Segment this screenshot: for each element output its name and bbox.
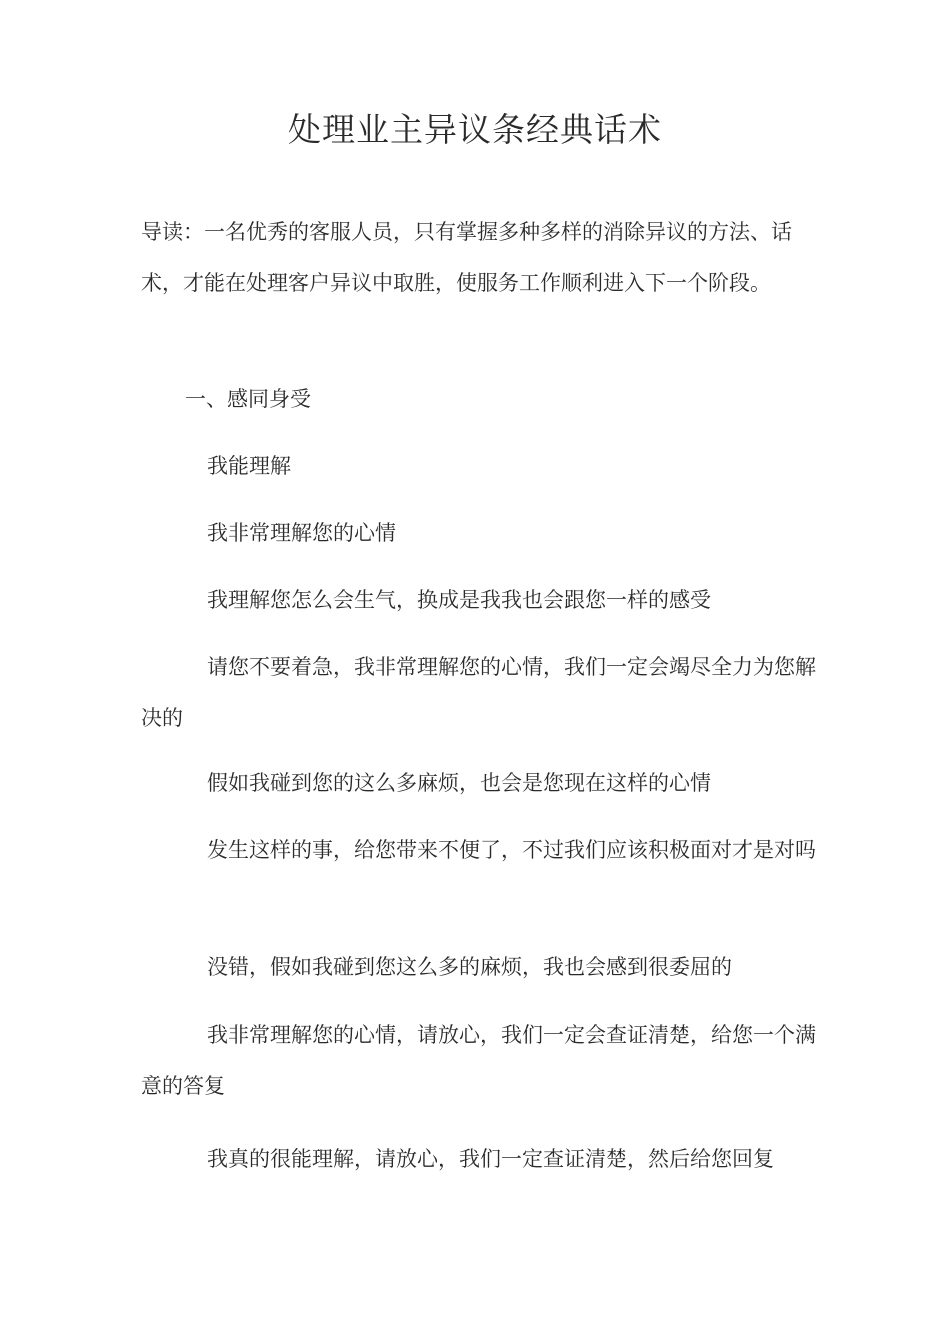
phrase-paragraph: 没错，假如我碰到您这么多的麻烦，我也会感到很委屈的 — [207, 955, 732, 979]
document-title: 处理业主异议条经典话术 — [288, 110, 662, 149]
phrase-paragraph: 请您不要着急，我非常理解您的心情，我们一定会竭尽全力为您解决的 — [141, 655, 816, 730]
phrase-paragraph: 我能理解 — [207, 454, 291, 478]
phrase-paragraph: 发生这样的事，给您带来不便了，不过我们应该积极面对才是对吗 — [207, 838, 816, 862]
intro-paragraph: 导读：一名优秀的客服人员，只有掌握多种多样的消除异议的方法、话术，才能在处理客户异议中取胜，使服务工作顺利进入下一个阶段。 — [141, 220, 792, 295]
section-heading: 一、感同身受 — [185, 387, 311, 411]
phrase-paragraph: 我真的很能理解，请放心，我们一定查证清楚，然后给您回复 — [207, 1147, 774, 1171]
phrase-paragraph: 我非常理解您的心情，请放心，我们一定会查证清楚，给您一个满意的答复 — [141, 1023, 816, 1098]
phrase-paragraph: 假如我碰到您的这么多麻烦，也会是您现在这样的心情 — [207, 771, 711, 795]
phrase-paragraph: 我非常理解您的心情 — [207, 521, 396, 545]
phrase-paragraph: 我理解您怎么会生气，换成是我我也会跟您一样的感受 — [207, 588, 711, 612]
